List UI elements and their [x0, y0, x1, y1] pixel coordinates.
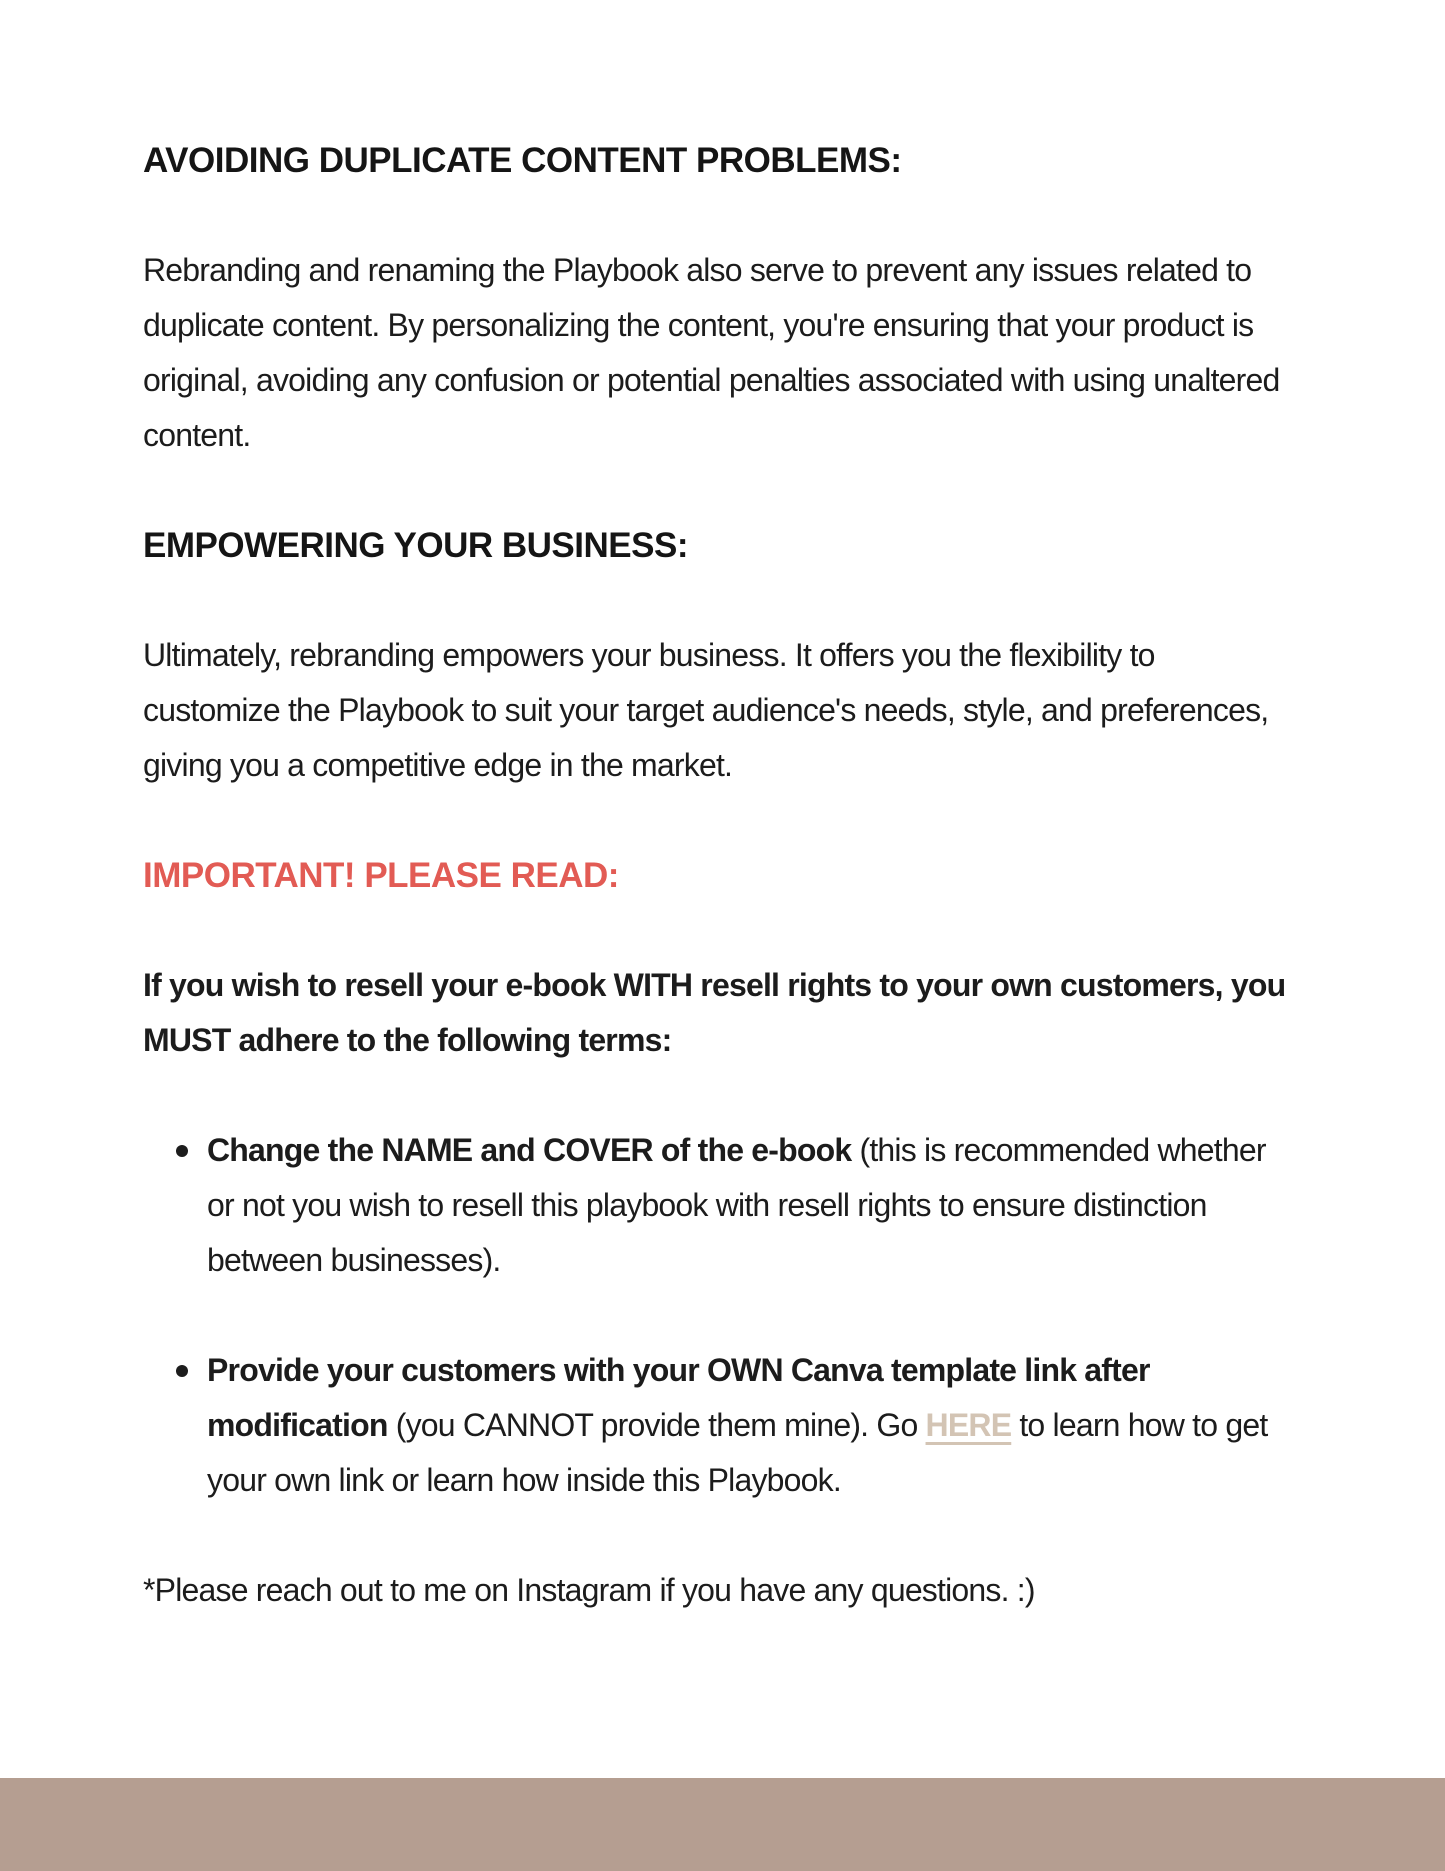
paragraph-duplicate-content: Rebranding and renaming the Playbook also serve to prevent any issues related to duplicate content. By personalizing the content, you're ensuring that your product is original, avoiding any confusion or potential penalties associated with using unaltered content.	[143, 252, 1280, 453]
footer-note: *Please reach out to me on Instagram if you have any questions. :)	[143, 1572, 1035, 1608]
list-item-change-name-cover	[143, 1123, 1293, 1288]
list-item-text	[207, 1132, 1266, 1278]
list-item-regular-text: (you CANNOT provide them mine). Go	[387, 1407, 926, 1443]
paragraph-resell-terms-intro: If you wish to resell your e-book WITH resell rights to your own customers, you MUST adhere to the following terms:	[143, 967, 1286, 1058]
list-item-own-template-link	[143, 1343, 1293, 1508]
terms-list	[143, 1123, 1293, 1508]
bullet-icon	[176, 1145, 188, 1157]
heading-avoiding-duplicate-content: AVOIDING DUPLICATE CONTENT PROBLEMS:	[143, 141, 902, 180]
page-content	[143, 133, 1293, 1618]
bottom-accent-bar	[0, 1778, 1445, 1871]
list-item-text	[207, 1352, 1267, 1498]
here-link[interactable]: HERE	[925, 1407, 1012, 1443]
list-item-bold-text: Change the NAME and COVER of the e-book	[207, 1132, 852, 1168]
list-item-regular-text: (this is recommended whether or not you wish to resell this playbook with resell rights to ensure distinction between businesses).	[207, 1132, 1266, 1278]
paragraph-empowering-business: Ultimately, rebranding empowers your business. It offers you the flexibility to customize the Playbook to suit your target audience's needs, style, and preferences, giving you a competitive edge in the market.	[143, 637, 1269, 783]
list-item-bold-text: Provide your customers with your OWN Canva template link after modification	[207, 1352, 1150, 1443]
list-item-regular-text: to learn how to get your own link or learn how inside this Playbook.	[207, 1407, 1268, 1498]
heading-important-please-read: IMPORTANT! PLEASE READ:	[143, 856, 619, 895]
heading-empowering-business: EMPOWERING YOUR BUSINESS:	[143, 526, 688, 565]
bullet-icon	[176, 1365, 188, 1377]
